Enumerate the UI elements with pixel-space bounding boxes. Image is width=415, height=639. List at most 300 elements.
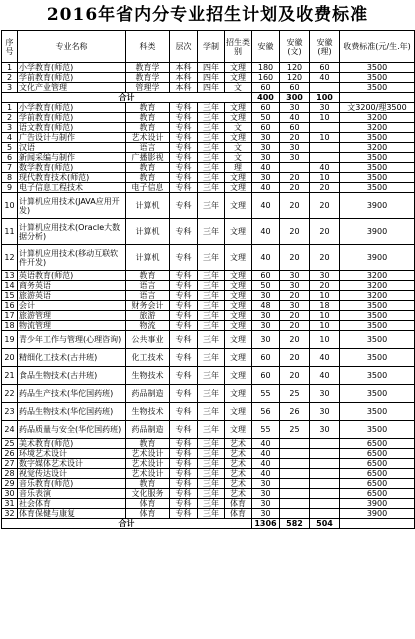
enroll-category: 文理 [225,113,252,123]
quota-science [310,123,340,133]
quota-arts: 20 [280,367,310,385]
enroll-category: 文 [225,123,252,133]
quota-science: 10 [310,113,340,123]
major-name: 药品生物技术(华佗国药班) [18,403,126,421]
quota-total: 30 [252,509,280,519]
quota-arts: 20 [280,219,310,245]
duration: 三年 [198,163,225,173]
quota-arts: 120 [280,63,310,73]
total-fee-blank [340,519,415,529]
level: 专科 [170,113,198,123]
tuition-fee: 3500 [340,367,415,385]
duration: 三年 [198,281,225,291]
quota-total: 40 [252,245,280,271]
level: 专科 [170,281,198,291]
subject-category: 语言 [126,281,170,291]
enroll-category: 文理 [225,183,252,193]
enroll-category: 文理 [225,245,252,271]
major-name: 食品生物技术(古井班) [18,367,126,385]
subject-category: 财务会计 [126,301,170,311]
quota-science [310,153,340,163]
tuition-fee: 3500 [340,73,415,83]
quota-total: 55 [252,385,280,403]
tuition-fee: 6500 [340,439,415,449]
enroll-category: 文理 [225,367,252,385]
level: 专科 [170,311,198,321]
subject-category: 公共事业 [126,331,170,349]
quota-total: 30 [252,311,280,321]
quota-total: 30 [252,499,280,509]
duration: 四年 [198,83,225,93]
enroll-category: 文理 [225,321,252,331]
quota-science [310,479,340,489]
quota-science [310,469,340,479]
quota-total: 30 [252,173,280,183]
duration: 三年 [198,245,225,271]
header-cell: 招生类别 [225,31,252,63]
major-name: 环境艺术设计 [18,449,126,459]
duration: 三年 [198,489,225,499]
level: 专科 [170,173,198,183]
major-name: 计算机应用技术(Oracle大数据分析) [18,219,126,245]
quota-science [310,459,340,469]
table-row [2,133,415,143]
enroll-category: 文理 [225,331,252,349]
quota-science: 20 [310,245,340,271]
quota-science: 40 [310,73,340,83]
major-name: 学前教育(师范) [18,73,126,83]
subject-category: 旅游 [126,311,170,321]
quota-science [310,143,340,153]
row-number: 10 [2,193,18,219]
enroll-category: 文理 [225,63,252,73]
duration: 三年 [198,271,225,281]
row-number: 18 [2,321,18,331]
duration: 四年 [198,73,225,83]
tuition-fee: 3900 [340,193,415,219]
quota-arts: 30 [280,143,310,153]
row-number: 19 [2,331,18,349]
quota-arts: 26 [280,403,310,421]
quota-arts: 120 [280,73,310,83]
quota-total: 40 [252,449,280,459]
header-cell: 收费标准(元/生.年) [340,31,415,63]
subject-category: 计算机 [126,245,170,271]
quota-science: 60 [310,63,340,73]
quota-total: 180 [252,63,280,73]
duration: 三年 [198,459,225,469]
row-number: 30 [2,489,18,499]
subject-category: 药品制造 [126,385,170,403]
quota-science: 10 [310,321,340,331]
duration: 三年 [198,193,225,219]
table-row [2,63,415,73]
major-name: 音乐表演 [18,489,126,499]
level: 专科 [170,321,198,331]
tuition-fee: 3900 [340,509,415,519]
table-row [2,73,415,83]
major-name: 旅游英语 [18,291,126,301]
subject-category: 艺术设计 [126,469,170,479]
quota-total: 60 [252,103,280,113]
level: 专科 [170,459,198,469]
table-row [2,83,415,93]
level: 专科 [170,291,198,301]
subject-category: 化工技术 [126,349,170,367]
duration: 三年 [198,113,225,123]
tuition-fee: 3500 [340,321,415,331]
duration: 三年 [198,367,225,385]
level: 专科 [170,509,198,519]
quota-science: 10 [310,311,340,321]
tuition-fee: 3200 [340,281,415,291]
subject-category: 广播影视 [126,153,170,163]
major-name: 现代教育技术(师范) [18,173,126,183]
quota-science [310,83,340,93]
quota-total: 40 [252,183,280,193]
quota-science [310,509,340,519]
table-row [2,271,415,281]
level: 专科 [170,439,198,449]
enroll-category: 艺术 [225,439,252,449]
tuition-fee: 6500 [340,469,415,479]
enroll-category: 体育 [225,509,252,519]
header-cell: 专业名称 [18,31,126,63]
level: 专科 [170,469,198,479]
major-name: 商务英语 [18,281,126,291]
subject-category: 教育 [126,103,170,113]
quota-arts [280,163,310,173]
subject-category: 教育 [126,113,170,123]
quota-arts: 60 [280,123,310,133]
enroll-category: 文理 [225,403,252,421]
level: 专科 [170,479,198,489]
major-name: 数字媒体艺术设计 [18,459,126,469]
duration: 三年 [198,311,225,321]
major-name: 小学教育(师范) [18,103,126,113]
row-number: 2 [2,73,18,83]
tuition-fee: 3900 [340,499,415,509]
quota-total: 40 [252,219,280,245]
major-name: 英语教育(师范) [18,271,126,281]
quota-arts [280,499,310,509]
total-label: 合计 [2,519,252,529]
duration: 三年 [198,449,225,459]
table-row [2,421,415,439]
row-number: 31 [2,499,18,509]
quota-total: 40 [252,469,280,479]
level: 专科 [170,123,198,133]
header-cell: 学制 [198,31,225,63]
enroll-category: 理 [225,163,252,173]
table-row [2,349,415,367]
level: 专科 [170,219,198,245]
row-number: 28 [2,469,18,479]
quota-total: 30 [252,331,280,349]
enroll-category: 文理 [225,349,252,367]
major-name: 电子信息工程技术 [18,183,126,193]
quota-arts: 25 [280,385,310,403]
enroll-category: 文理 [225,311,252,321]
quota-science: 40 [310,349,340,367]
quota-arts [280,489,310,499]
enroll-category: 文理 [225,281,252,291]
enroll-category: 文理 [225,173,252,183]
major-name: 计算机应用技术(JAVA应用开发) [18,193,126,219]
enroll-category: 文理 [225,133,252,143]
quota-total: 30 [252,321,280,331]
major-name: 学前教育(师范) [18,113,126,123]
tuition-fee: 6500 [340,489,415,499]
tuition-fee: 3500 [340,153,415,163]
row-number: 2 [2,113,18,123]
major-name: 汉语 [18,143,126,153]
table-row [2,439,415,449]
subject-category: 生物技术 [126,367,170,385]
quota-science: 30 [310,103,340,113]
row-number: 13 [2,271,18,281]
duration: 三年 [198,439,225,449]
table-row [2,143,415,153]
level: 专科 [170,489,198,499]
quota-arts: 30 [280,103,310,113]
quota-arts: 20 [280,133,310,143]
major-name: 语文教育(师范) [18,123,126,133]
table-row [2,509,415,519]
row-number: 21 [2,367,18,385]
level: 专科 [170,367,198,385]
quota-science: 18 [310,301,340,311]
quota-arts: 20 [280,331,310,349]
subject-category: 电子信息 [126,183,170,193]
table-row [2,183,415,193]
duration: 三年 [198,219,225,245]
quota-science: 10 [310,331,340,349]
subject-category: 教育 [126,479,170,489]
enroll-category: 文理 [225,301,252,311]
tuition-fee: 3500 [340,183,415,193]
tuition-fee: 3500 [340,63,415,73]
major-name: 新闻采编与制作 [18,153,126,163]
enroll-category: 文 [225,143,252,153]
level: 专科 [170,331,198,349]
table-row [2,403,415,421]
total-anhui: 1306 [252,519,280,529]
subject-category: 艺术设计 [126,133,170,143]
table-row [2,163,415,173]
quota-science [310,439,340,449]
quota-arts: 20 [280,183,310,193]
duration: 三年 [198,479,225,489]
quota-arts: 30 [280,271,310,281]
tuition-fee: 3500 [340,301,415,311]
tuition-fee: 3500 [340,331,415,349]
table-row [2,193,415,219]
quota-arts [280,469,310,479]
tuition-fee: 6500 [340,459,415,469]
subject-category: 计算机 [126,219,170,245]
quota-science [310,499,340,509]
total-wen: 300 [280,93,310,103]
enroll-category: 艺术 [225,469,252,479]
table-row [2,479,415,489]
enroll-category: 文 [225,83,252,93]
quota-science: 30 [310,403,340,421]
row-number: 29 [2,479,18,489]
level: 专科 [170,385,198,403]
subject-category: 体育 [126,509,170,519]
duration: 三年 [198,509,225,519]
row-number: 1 [2,63,18,73]
tuition-fee: 3500 [340,385,415,403]
major-name: 精细化工技术(古井班) [18,349,126,367]
enroll-category: 文 [225,153,252,163]
tuition-fee: 3200 [340,113,415,123]
duration: 三年 [198,133,225,143]
subject-category: 计算机 [126,193,170,219]
row-number: 9 [2,183,18,193]
table-row [2,469,415,479]
total-li: 100 [310,93,340,103]
tuition-fee: 文3200/理3500 [340,103,415,113]
subject-category: 教育 [126,271,170,281]
duration: 三年 [198,143,225,153]
duration: 三年 [198,331,225,349]
tuition-fee: 3500 [340,403,415,421]
level: 本科 [170,63,198,73]
table-row [2,281,415,291]
tuition-fee: 3500 [340,133,415,143]
subject-category: 语言 [126,143,170,153]
subject-category: 艺术设计 [126,449,170,459]
level: 专科 [170,403,198,421]
quota-arts [280,459,310,469]
tuition-fee: 6500 [340,479,415,489]
table-row [2,113,415,123]
tuition-fee: 6500 [340,449,415,459]
quota-arts: 30 [280,301,310,311]
major-name: 体育保健与康复 [18,509,126,519]
quota-science: 30 [310,385,340,403]
quota-arts [280,449,310,459]
enroll-category: 文理 [225,219,252,245]
quota-total: 40 [252,193,280,219]
quota-arts: 20 [280,291,310,301]
level: 专科 [170,421,198,439]
quota-science [310,449,340,459]
major-name: 视觉传达设计 [18,469,126,479]
quota-total: 60 [252,271,280,281]
total-label: 合计 [2,93,252,103]
quota-total: 30 [252,153,280,163]
quota-science: 30 [310,271,340,281]
quota-science: 20 [310,281,340,291]
tuition-fee: 3500 [340,311,415,321]
row-number: 1 [2,103,18,113]
level: 专科 [170,103,198,113]
duration: 三年 [198,183,225,193]
subject-category: 教育 [126,123,170,133]
table-row [2,449,415,459]
level: 专科 [170,301,198,311]
subject-category: 语言 [126,291,170,301]
level: 专科 [170,133,198,143]
quota-science: 20 [310,183,340,193]
quota-science: 40 [310,163,340,173]
row-number: 6 [2,153,18,163]
level: 专科 [170,271,198,281]
quota-total: 60 [252,349,280,367]
duration: 三年 [198,499,225,509]
row-number: 16 [2,301,18,311]
table-row [2,489,415,499]
enroll-category: 文理 [225,421,252,439]
total-li: 504 [310,519,340,529]
quota-arts: 20 [280,349,310,367]
quota-total: 60 [252,367,280,385]
quota-science: 30 [310,421,340,439]
enroll-category: 文理 [225,73,252,83]
row-number: 11 [2,219,18,245]
major-name: 美术教育(师范) [18,439,126,449]
tuition-fee: 3900 [340,245,415,271]
row-number: 26 [2,449,18,459]
tuition-fee: 3500 [340,83,415,93]
major-name: 文化产业管理 [18,83,126,93]
level: 专科 [170,163,198,173]
quota-science: 40 [310,367,340,385]
enroll-category: 文理 [225,385,252,403]
row-number: 4 [2,133,18,143]
row-number: 3 [2,123,18,133]
duration: 三年 [198,321,225,331]
quota-arts: 20 [280,245,310,271]
quota-arts [280,439,310,449]
major-name: 青少年工作与管理(心理咨询) [18,331,126,349]
tuition-fee: 3500 [340,349,415,367]
table-row [2,321,415,331]
quota-total: 60 [252,83,280,93]
table-row [2,153,415,163]
quota-arts: 30 [280,153,310,163]
level: 专科 [170,143,198,153]
row-number: 32 [2,509,18,519]
table-row [2,367,415,385]
row-number: 27 [2,459,18,469]
total-fee-blank [340,93,415,103]
duration: 三年 [198,173,225,183]
enroll-category: 文理 [225,271,252,281]
quota-science: 10 [310,173,340,183]
enroll-category: 艺术 [225,479,252,489]
total-anhui: 400 [252,93,280,103]
row-number: 22 [2,385,18,403]
header-cell: 安徽 [252,31,280,63]
table-body [2,31,415,529]
major-name: 小学教育(师范) [18,63,126,73]
row-number: 8 [2,173,18,183]
quota-arts: 20 [280,321,310,331]
quota-arts: 30 [280,281,310,291]
subject-category: 教育 [126,173,170,183]
major-name: 药品质量与安全(华佗国药班) [18,421,126,439]
enroll-category: 艺术 [225,489,252,499]
table-row [2,103,415,113]
level: 本科 [170,83,198,93]
enroll-category: 文理 [225,291,252,301]
row-number: 17 [2,311,18,321]
duration: 三年 [198,291,225,301]
